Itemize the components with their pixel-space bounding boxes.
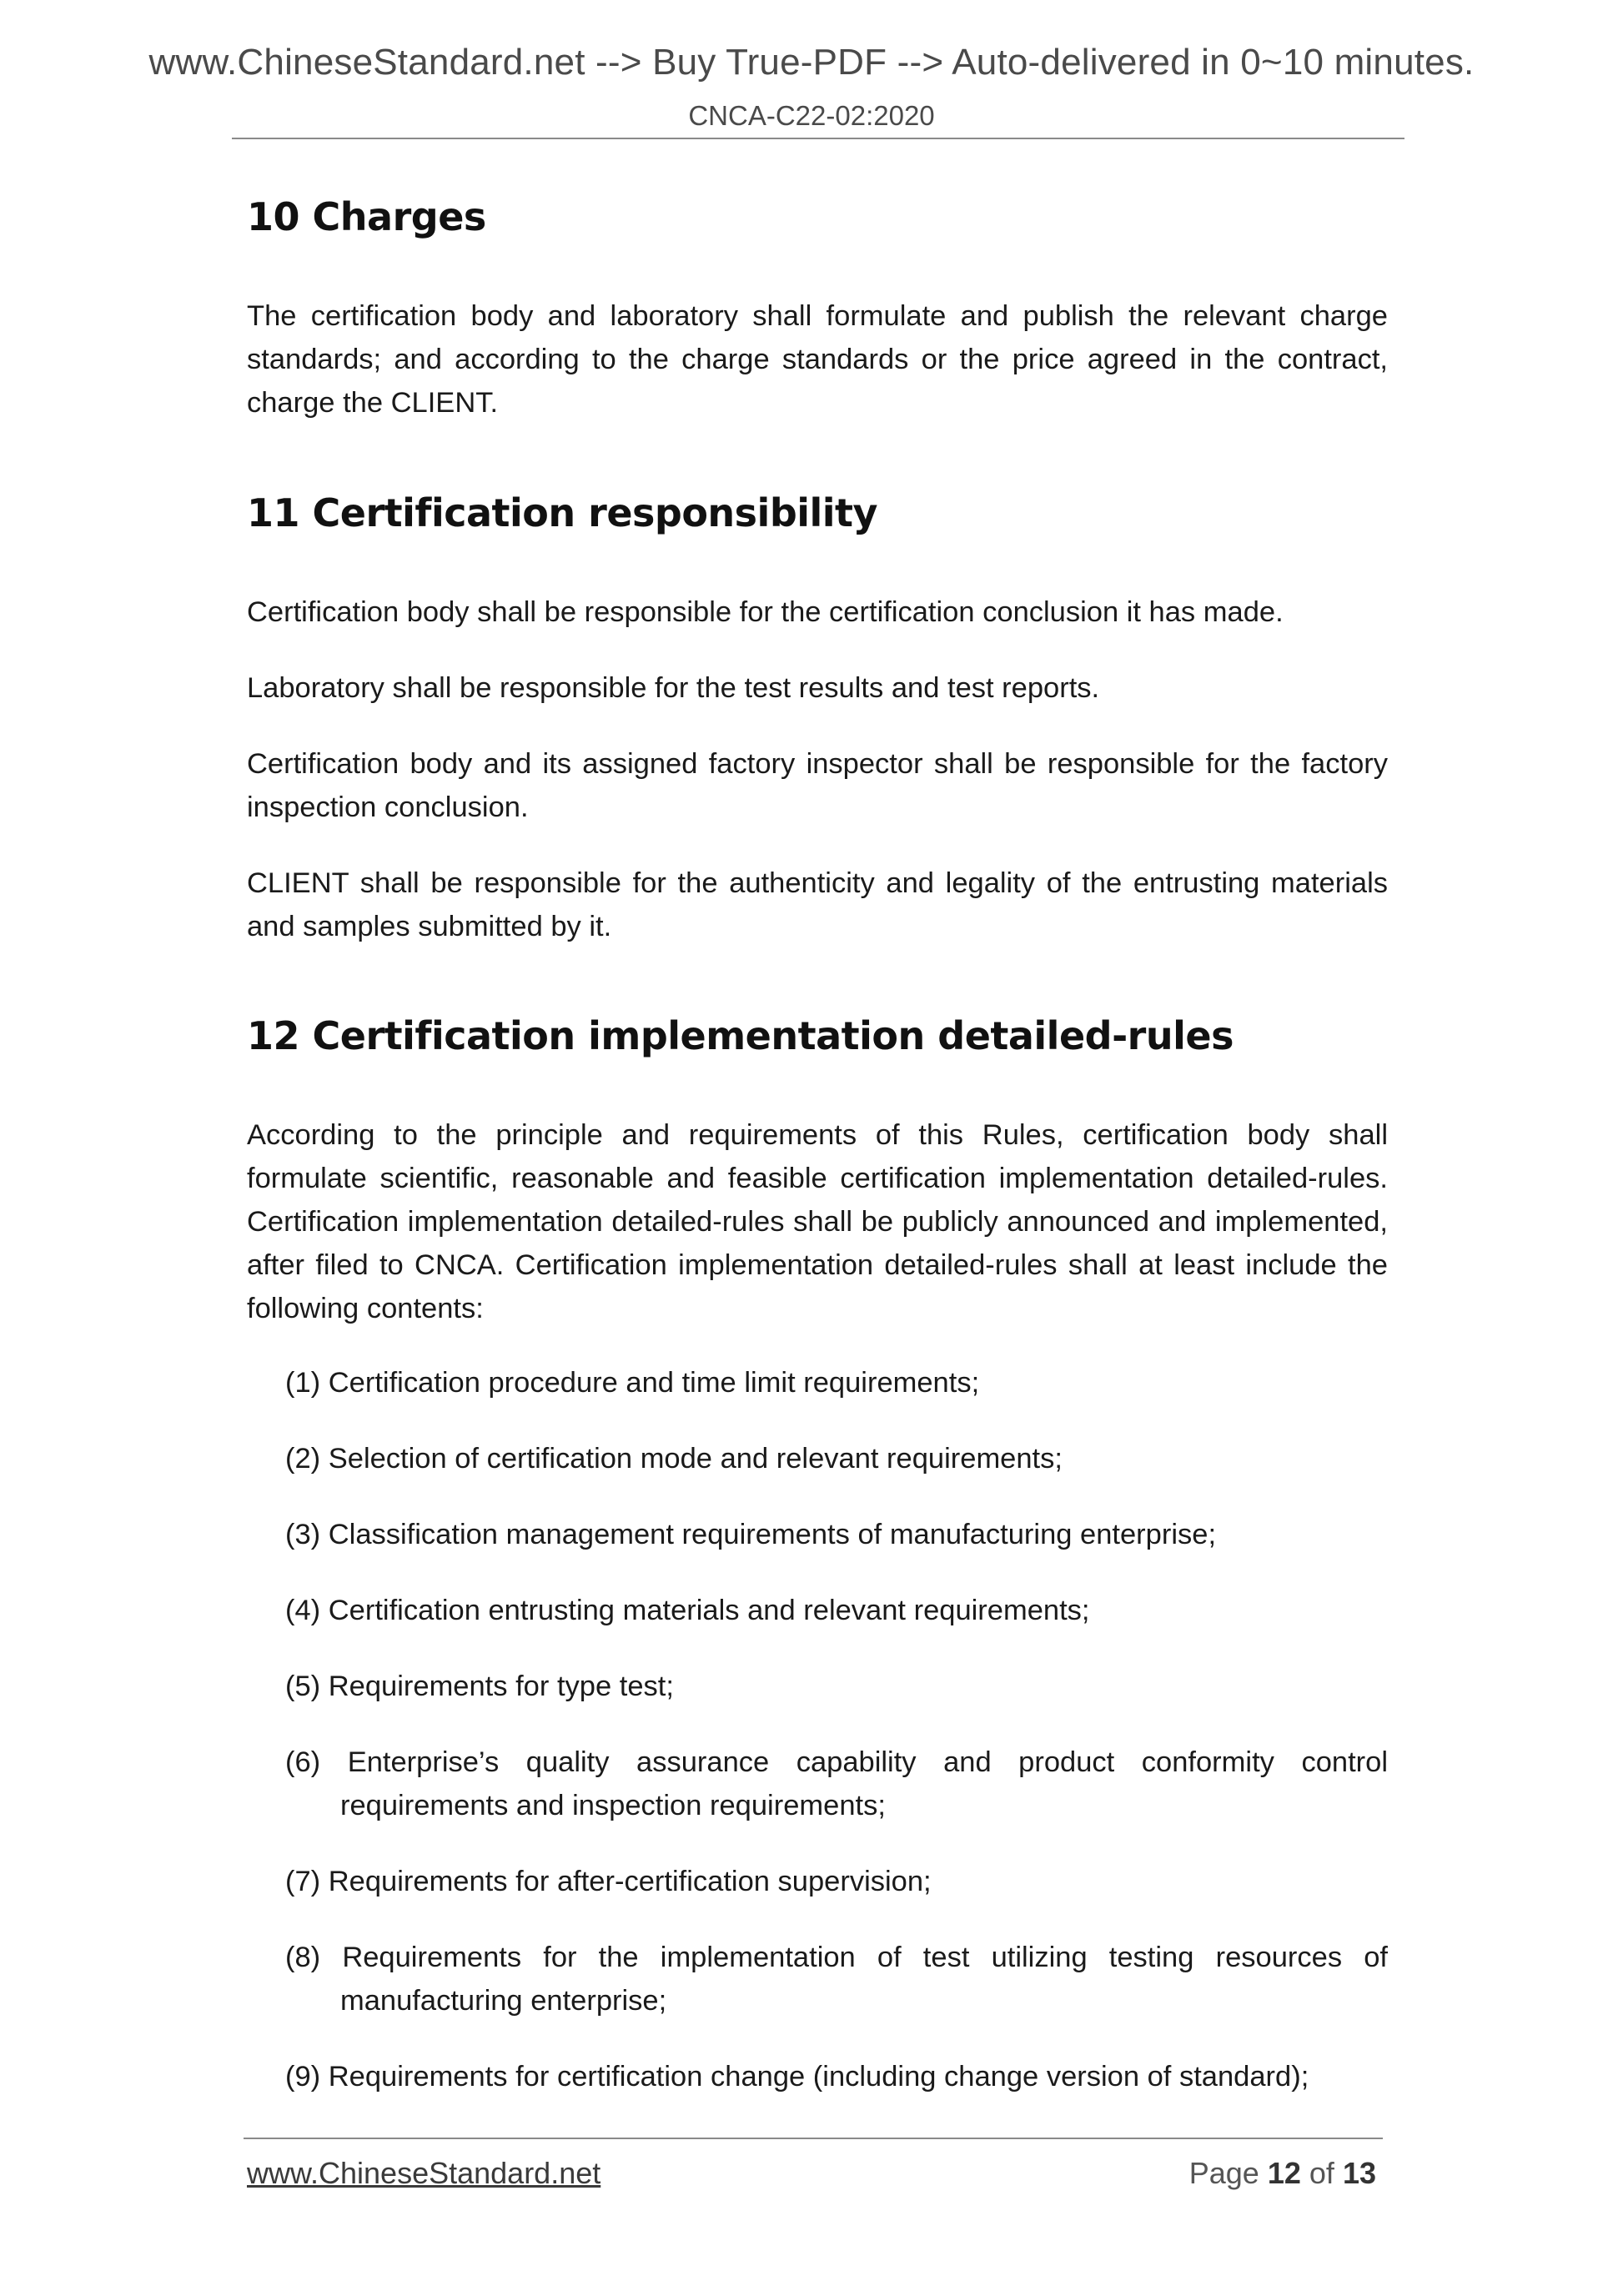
page-of-label: of	[1309, 2156, 1334, 2190]
section-11-paragraph-2: Laboratory shall be responsible for the test results and test reports.	[247, 672, 1100, 704]
list-item-8-text: (8) Requirements for the implementation of test utilizing testing resources of manufacturing enterprise;	[285, 1942, 1388, 2017]
document-code: CNCA-C22-02:2020	[688, 100, 935, 131]
list-item-5: (5) Requirements for type test;	[285, 1671, 674, 1702]
list-item-7: (7) Requirements for after-certification supervision;	[285, 1866, 932, 1897]
list-item-4: (4) Certification entrusting materials and relevant requirements;	[285, 1595, 1090, 1626]
header-divider	[232, 138, 1404, 139]
section-10-heading: 10 Charges	[247, 194, 486, 239]
page-current: 12	[1267, 2156, 1301, 2190]
list-item-3: (3) Classification management requirements of manufacturing enterprise;	[285, 1519, 1217, 1550]
list-item-9: (9) Requirements for certification change (including change version of standard);	[285, 2061, 1309, 2093]
list-item-2: (2) Selection of certification mode and relevant requirements;	[285, 1443, 1063, 1475]
section-11-paragraph-4: CLIENT shall be responsible for the authenticity and legality of the entrusting materials and samples submitted by it.	[247, 867, 1388, 942]
page-total: 13	[1342, 2156, 1376, 2190]
section-12-heading: 12 Certification implementation detailed-rules	[247, 1013, 1234, 1058]
list-item-1: (1) Certification procedure and time limit requirements;	[285, 1367, 980, 1399]
footer-divider	[244, 2138, 1383, 2139]
list-item-8	[285, 1936, 1388, 2022]
footer-website-link[interactable]: www.ChineseStandard.net	[247, 2156, 601, 2190]
section-12-intro: According to the principle and requirements of this Rules, certification body shall formulate scientific, reasonable and feasible certification implementation detailed-rules. Certification implementation detailed-rules shall be publicly announced and implemented, after filed to CNCA. Certification implementation detailed-rules shall at least include the following contents:	[247, 1119, 1388, 1324]
section-11-heading: 11 Certification responsibility	[247, 490, 878, 535]
list-item-6	[285, 1741, 1388, 1827]
section-10-paragraph: The certification body and laboratory shall formulate and publish the relevant charge standards; and according to the charge standards or the price agreed in the contract, charge the CLIENT.	[247, 300, 1388, 419]
page-label: Page	[1188, 2156, 1259, 2190]
page-number	[1151, 2156, 1376, 2191]
section-11-paragraph-1: Certification body shall be responsible for the certification conclusion it has made.	[247, 596, 1284, 628]
top-banner: www.ChineseStandard.net --> Buy True-PDF --> Auto-delivered in 0~10 minutes.	[148, 42, 1475, 83]
section-11-paragraph-3: Certification body and its assigned factory inspector shall be responsible for the factory inspection conclusion.	[247, 748, 1388, 823]
list-item-6-text: (6) Enterprise’s quality assurance capability and product conformity control requirements and inspection requirements;	[285, 1746, 1388, 1821]
